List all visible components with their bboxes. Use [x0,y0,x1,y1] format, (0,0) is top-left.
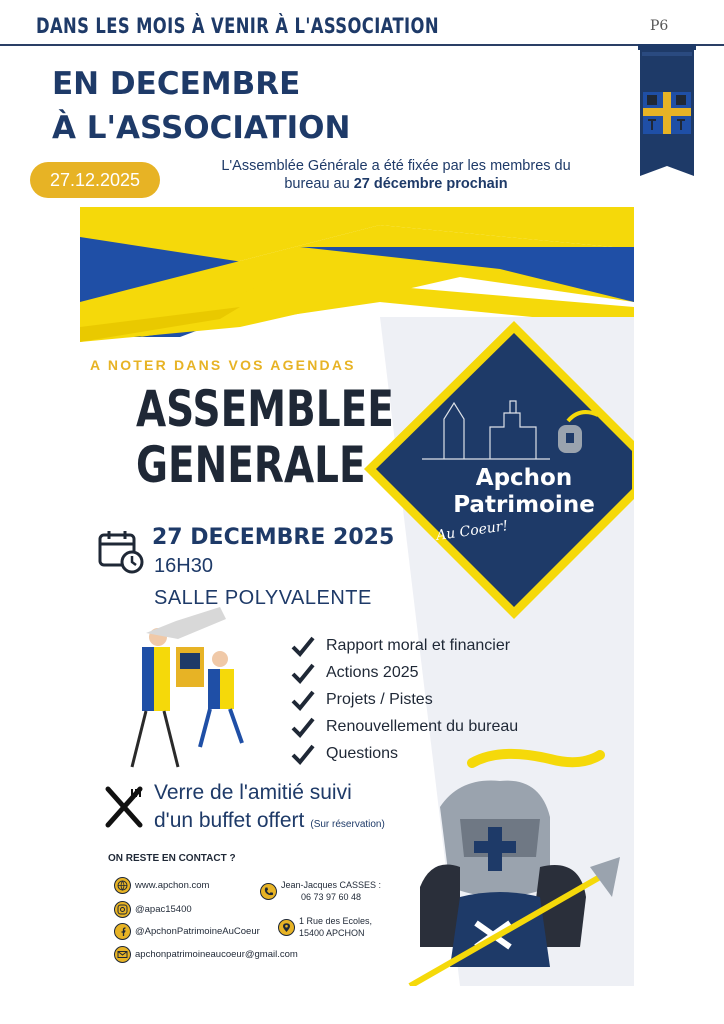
agenda-item [290,632,518,659]
logo-line1: Apchon [475,465,573,491]
intro-line2-bold: 27 décembre prochain [353,176,508,192]
buffet-note: (Sur réservation) [310,819,385,830]
section-title: DANS LES MOIS À VENIR À L'ASSOCIATION [36,14,439,38]
intro-line2-prefix: bureau au [284,176,354,192]
agenda-item [290,686,518,713]
event-title [136,381,394,493]
agenda-note: A NOTER DANS VOS AGENDAS [90,357,356,373]
agenda-item-label: Projets / Pistes [326,690,433,708]
calendar-clock-icon [98,529,146,575]
mail-icon [114,946,131,963]
contact-email[interactable] [114,946,298,963]
intro-text [176,157,616,193]
checkmark-icon [290,662,316,684]
contact-phone[interactable] [260,879,381,903]
intro-line2 [176,175,616,193]
buffet-line1: Verre de l'amitié suivi [154,781,352,804]
buffet-line2 [154,807,385,839]
main-heading-line1: EN DECEMBRE [52,66,301,102]
musicians-illustration [132,607,242,767]
buffet-text [154,779,385,839]
agenda-item-label: Rapport moral et financier [326,636,511,654]
agenda-item [290,659,518,686]
buffet-line2-text: d'un buffet offert [154,809,305,832]
globe-icon [114,877,131,894]
logo-line2: Patrimoine [453,492,595,518]
checkmark-icon [290,635,316,657]
contact-facebook[interactable] [114,923,260,940]
agenda-item-label: Questions [326,744,399,762]
checkmark-icon [290,716,316,738]
date-badge: 27.12.2025 [30,162,160,198]
logo-title [434,465,614,519]
contact-heading: ON RESTE EN CONTACT ? [108,853,236,864]
event-time: 16H30 [154,555,213,577]
phone-icon [260,883,277,900]
checkmark-icon [290,689,316,711]
event-date: 27 DECEMBRE 2025 [152,525,395,550]
agenda-item-label: Actions 2025 [326,663,419,681]
checkmark-icon [290,743,316,765]
agenda-item [290,713,518,740]
heraldic-banner-icon [638,44,696,182]
facebook-text: @ApchonPatrimoineAuCoeur [135,926,260,937]
email-text: apchonpatrimoineaucoeur@gmail.com [135,949,298,960]
event-poster [80,207,634,986]
event-title-line2: GENERALE [136,436,366,494]
main-heading-line2: À L'ASSOCIATION [52,110,351,146]
instagram-icon [114,901,131,918]
phone-number: 06 73 97 60 48 [301,892,362,902]
contact-instagram[interactable] [114,901,192,918]
instagram-text: @apac15400 [135,904,192,915]
contact-address [278,915,372,939]
address-text [299,915,372,939]
page-number: P6 [650,18,669,34]
intro-line1: L'Assemblée Générale a été fixée par les membres du [221,158,571,174]
facebook-icon [114,923,131,940]
utensils-icon [102,785,146,829]
agenda-item-label: Renouvellement du bureau [326,717,519,735]
location-pin-icon [278,919,295,936]
phone-name: Jean-Jacques CASSES : [281,880,382,890]
event-place: SALLE POLYVALENTE [154,587,372,609]
page-header [0,0,724,46]
main-heading [52,62,350,150]
agenda-list [290,632,518,767]
contact-website[interactable] [114,877,209,894]
logo-subtitle: Au Coeur! [435,518,510,544]
address-line1: 1 Rue des Ecoles, [299,916,373,926]
phone-text [281,879,381,903]
event-title-line1: ASSEMBLEE [136,380,394,438]
header-divider [0,44,724,46]
agenda-item [290,740,518,767]
website-text: www.apchon.com [135,880,210,891]
address-line2: 15400 APCHON [299,928,365,938]
